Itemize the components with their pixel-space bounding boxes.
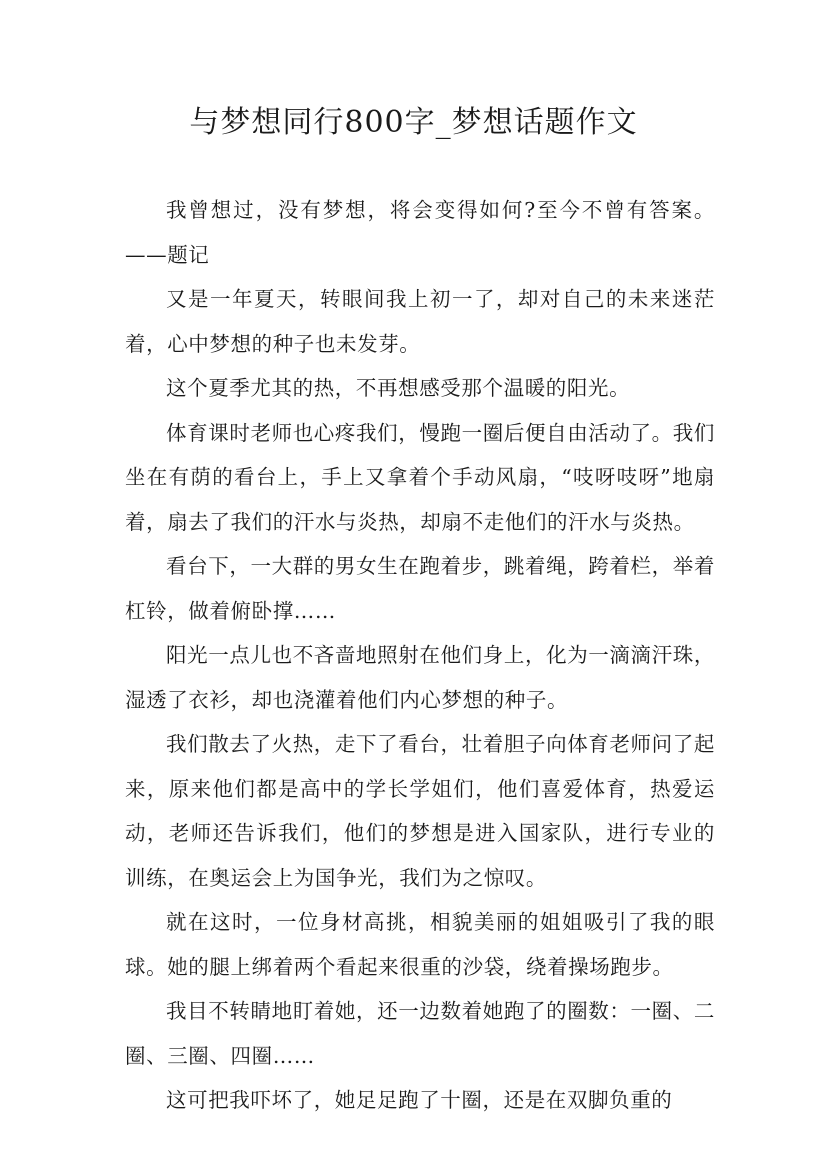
paragraph: 体育课时老师也心疼我们，慢跑一圈后便自由活动了。我们坐在有荫的看台上，手上又拿着个手动风扇，“吱呀吱呀”地扇着，扇去了我们的汗水与炎热，却扇不走他们的汗水与炎热。 bbox=[125, 420, 715, 534]
paragraph: 我目不转睛地盯着她，还一边数着她跑了的圈数：一圈、二圈、三圈、四圈…… bbox=[125, 999, 715, 1068]
paragraph: 我们散去了火热，走下了看台，壮着胆子向体育老师问了起来，原来他们都是高中的学长学姐们，他们喜爱体育，热爱运动，老师还告诉我们，他们的梦想是进入国家队，进行专业的训练，在奥运会上为国争光，我们为之惊叹。 bbox=[125, 732, 715, 890]
document-title: 与梦想同行800字_梦想话题作文 bbox=[189, 105, 638, 140]
paragraph: 阳光一点儿也不吝啬地照射在他们身上，化为一滴滴汗珠，湿透了衣衫，却也浇灌着他们内心梦想的种子。 bbox=[125, 643, 715, 712]
paragraph: 这可把我吓坏了，她足足跑了十圈，还是在双脚负重的 bbox=[166, 1088, 673, 1112]
paragraph: 这个夏季尤其的热，不再想感受那个温暖的阳光。 bbox=[166, 376, 631, 400]
paragraph: 又是一年夏天，转眼间我上初一了，却对自己的未来迷茫着，心中梦想的种子也未发芽。 bbox=[125, 287, 715, 356]
paragraph: 就在这时，一位身材高挑，相貌美丽的姐姐吸引了我的眼球。她的腿上绑着两个看起来很重的沙袋，绕着操场跑步。 bbox=[125, 910, 715, 979]
paragraph: 看台下，一大群的男女生在跑着步，跳着绳，跨着栏，举着杠铃，做着俯卧撑…… bbox=[125, 554, 715, 623]
document-body bbox=[125, 188, 715, 1123]
paragraph: 我曾想过，没有梦想，将会变得如何?至今不曾有答案。——题记 bbox=[125, 198, 715, 267]
